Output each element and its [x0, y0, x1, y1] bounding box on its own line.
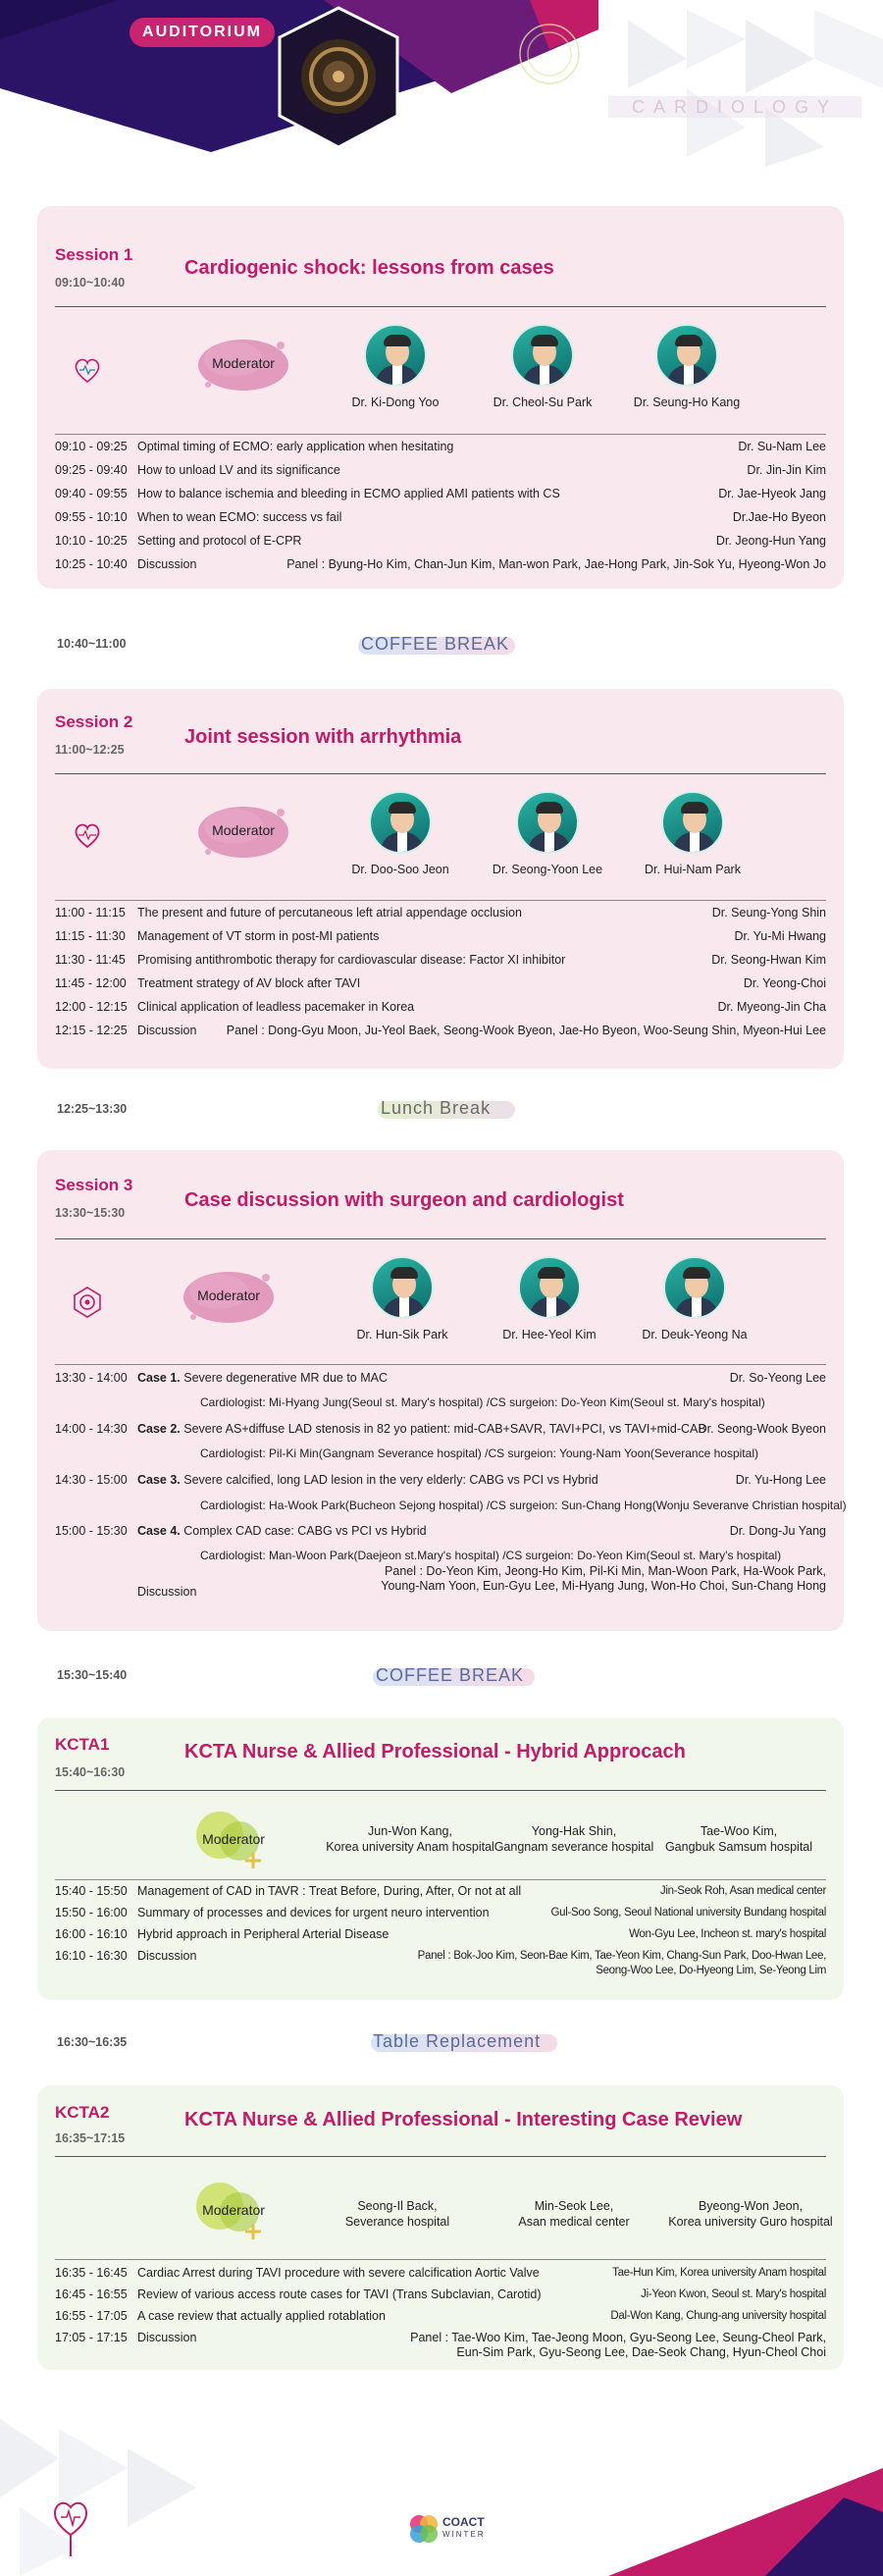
chair-person [317, 1823, 503, 1855]
talk-time: 14:30 - 15:00 [55, 1473, 128, 1487]
divider [55, 1879, 826, 1880]
talk-time: 13:30 - 14:00 [55, 1371, 128, 1385]
chair-org: Gangbuk Samsum hospital [664, 1840, 813, 1854]
case-row [55, 1470, 826, 1490]
chair-name: Seong-Il Back, [357, 2199, 438, 2213]
case-label: Case 3. [137, 1473, 181, 1487]
talk-title: Setting and protocol of E-CPR [137, 534, 302, 548]
chair-person [327, 791, 474, 876]
case-discussants: Cardiologist: Mi-Hyang Jung(Seoul st. Mary's hospital) /CS surgeion: Do-Yeon Kim(Seoul st. Mary's hospital) [200, 1395, 765, 1409]
talk-title: Treatment strategy of AV block after TAVI [137, 976, 361, 990]
moderator-badge [184, 2179, 283, 2241]
break-time: 12:25~13:30 [57, 1102, 128, 1116]
panel-line: Panel : Tae-Woo Kim, Tae-Jeong Moon, Gyu-Seong Lee, Seung-Cheol Park, [410, 2331, 826, 2344]
chair-org: Gangnam severance hospital [493, 1840, 654, 1854]
session-3-card [37, 1150, 847, 1631]
logo-sub: WINTER [442, 2530, 486, 2539]
talk-time: 12:00 - 12:15 [55, 1000, 128, 1014]
avatar [369, 791, 432, 854]
case-row [55, 1419, 826, 1439]
session-1-card [37, 206, 844, 589]
talk-title: Promising antithrombotic therapy for cardiovascular disease: Factor XI inhibitor [137, 953, 566, 967]
talk-row [55, 903, 826, 922]
talk-title: Optimal timing of ECMO: early application when hesitating [137, 440, 454, 453]
chair-name: Dr. Ki-Dong Yoo [351, 395, 440, 409]
emblem-icon [71, 1286, 104, 1319]
session-id: KCTA2 [55, 2103, 110, 2122]
divider [55, 1790, 826, 1791]
talk-title: Management of VT storm in post-MI patients [137, 929, 380, 943]
talk-row [55, 1924, 826, 1944]
talk-time: 10:25 - 10:40 [55, 557, 128, 571]
talk-time: 16:00 - 16:10 [55, 1927, 128, 1941]
chair-person [304, 2198, 491, 2230]
chair-name: Dr. Hun-Sik Park [356, 1328, 448, 1341]
moderator-label: Moderator [212, 822, 275, 838]
session-id: Session 1 [55, 245, 133, 264]
avatar [661, 791, 724, 854]
talk-speaker: Dr. Jeong-Hun Yang [715, 534, 826, 548]
case-label: Case 4. [137, 1524, 181, 1538]
talk-time: 09:55 - 10:10 [55, 510, 128, 524]
talk-title: How to balance ischemia and bleeding in ECMO applied AMI patients with CS [137, 487, 560, 500]
talk-row [55, 531, 826, 551]
talk-title: Review of various access route cases for TAVI (Trans Subclavian, Carotid) [137, 2287, 542, 2301]
session-id: Session 3 [55, 1176, 133, 1194]
chair-person [613, 324, 760, 409]
talk-time: 16:10 - 16:30 [55, 1949, 128, 1963]
talk-title: A case review that actually applied rotablation [137, 2309, 386, 2323]
talk-time: 12:15 - 12:25 [55, 1024, 128, 1037]
break-label: COFFEE BREAK [361, 634, 510, 654]
kcta-1-card [37, 1717, 844, 2000]
coact-logo [407, 2510, 495, 2550]
divider [55, 2156, 826, 2157]
chair-name: Dr. Cheol-Su Park [493, 395, 593, 409]
talk-row [55, 554, 826, 574]
talk-speaker: Dr. Jin-Jin Kim [747, 463, 826, 477]
talk-speaker: Dr. Yu-Mi Hwang [734, 929, 826, 943]
talk-speaker: Tae-Hun Kim, Korea university Anam hospital [612, 2267, 826, 2279]
talk-speaker: Dr.Jae-Ho Byeon [732, 510, 826, 524]
moderator-badge [194, 332, 292, 394]
talk-row [55, 2263, 826, 2283]
talk-row [55, 1881, 826, 1901]
chair-name: Min-Seok Lee, [534, 2199, 614, 2213]
talk-title: Clinical application of leadless pacemaker in Korea [137, 1000, 415, 1014]
heart-icon [71, 353, 104, 387]
chair-name: Yong-Hak Shin, [531, 1824, 617, 1838]
moderator-badge [194, 799, 292, 862]
moderator-badge [184, 1808, 283, 1870]
chair-name: Dr. Seung-Ho Kang [633, 395, 741, 409]
panel-line: Panel : Do-Yeon Kim, Jeong-Ho Kim, Pil-Ki Min, Man-Woon Park, Ha-Wook Park, [385, 1564, 826, 1578]
avatar [518, 1256, 581, 1319]
logo-main: COACT [442, 2515, 485, 2529]
session-title: Cardiogenic shock: lessons from cases [184, 257, 554, 279]
moderator-label: Moderator [202, 2202, 265, 2218]
talk-speaker: Gul-Soo Song, Seoul National university Bundang hospital [550, 1907, 826, 1919]
talk-title: The present and future of percutaneous left atrial appendage occlusion [137, 906, 522, 920]
talk-title: Hybrid approach in Peripheral Arterial Disease [137, 1927, 390, 1941]
talk-time: 14:00 - 14:30 [55, 1422, 128, 1436]
chair-person [481, 1823, 667, 1855]
talk-title: When to wean ECMO: success vs fail [137, 510, 342, 524]
talk-row [55, 1021, 826, 1040]
talk-time: 11:30 - 11:45 [55, 953, 126, 967]
case-label: Case 2. [137, 1422, 181, 1436]
avatar [516, 791, 579, 854]
talk-title: Discussion [137, 1024, 197, 1037]
talk-speaker: Jin-Seok Roh, Asan medical center [659, 1885, 826, 1897]
moderator-label: Moderator [197, 1288, 260, 1303]
talk-speaker: Dr. Seung-Yong Shin [711, 906, 826, 920]
panel-list [410, 2331, 826, 2360]
session-title: KCTA Nurse & Allied Professional - Hybrid Approcach [184, 1741, 686, 1762]
chair-org: Korea university Guro hospital [668, 2215, 833, 2229]
avatar [655, 324, 718, 387]
session-time: 13:30~15:30 [55, 1206, 126, 1220]
talk-speaker: Dr. Yu-Hong Lee [735, 1473, 826, 1487]
coact-logo-icon [407, 2512, 441, 2546]
divider [55, 434, 826, 435]
panel-line: Young-Nam Yoon, Eun-Gyu Lee, Mi-Hyang Jung, Won-Ho Choi, Sun-Chang Hong [381, 1579, 826, 1593]
panel-line: Seong-Woo Lee, Do-Hyeong Lim, Se-Yeong Lim [596, 1965, 826, 1976]
chair-person [329, 1256, 476, 1341]
case-label: Case 1. [137, 1371, 181, 1385]
talk-row [55, 460, 826, 480]
talk-row [55, 1903, 826, 1922]
moderator-badge [180, 1264, 278, 1327]
chair-name: Dr. Hee-Yeol Kim [502, 1328, 597, 1341]
session-title: Joint session with arrhythmia [184, 726, 462, 748]
case-discussants: Cardiologist: Ha-Wook Park(Bucheon Sejong hospital) /CS surgeion: Sun-Chang Hong(Wonju Severanve Christian hospital) [200, 1498, 847, 1512]
chair-person [621, 1256, 768, 1341]
chair-name: Dr. Doo-Soo Jeon [351, 863, 449, 876]
talk-speaker: Dr. Seong-Wook Byeon [698, 1422, 826, 1436]
talk-row [55, 2306, 826, 2326]
session-id: Session 2 [55, 712, 133, 731]
divider [55, 773, 826, 774]
talk-row [55, 973, 826, 993]
talk-time: 17:05 - 17:15 [55, 2331, 128, 2344]
panel-line: Eun-Sim Park, Gyu-Seong Lee, Dae-Seok Chang, Hyun-Cheol Choi [456, 2345, 826, 2359]
talk-title: Severe calcified, long LAD lesion in the very elderly: CABG vs PCI vs Hybrid [183, 1473, 598, 1487]
talk-time: 16:45 - 16:55 [55, 2287, 128, 2301]
talk-time: 15:00 - 15:30 [55, 1524, 128, 1538]
talk-time: 09:25 - 09:40 [55, 463, 128, 477]
talk-row [55, 507, 826, 527]
talk-title: Severe degenerative MR due to MAC [183, 1371, 389, 1385]
chair-person [476, 1256, 623, 1341]
avatar [511, 324, 574, 387]
talk-time: 16:55 - 17:05 [55, 2309, 128, 2323]
panel-list [418, 1949, 826, 1978]
break-label: Table Replacement [373, 2031, 542, 2051]
talk-title: Management of CAD in TAVR : Treat Before, During, After, Or not at all [137, 1884, 522, 1898]
divider [55, 900, 826, 901]
talk-time: 16:35 - 16:45 [55, 2266, 128, 2280]
chair-name: Tae-Woo Kim, [700, 1824, 778, 1838]
chair-name: Byeong-Won Jeon, [698, 2199, 804, 2213]
case-row [55, 1521, 826, 1541]
talk-speaker: Won-Gyu Lee, Incheon st. mary's hospital [629, 1928, 826, 1940]
talk-time: 11:45 - 12:00 [55, 976, 127, 990]
chair-org: Asan medical center [518, 2215, 630, 2229]
talk-title: Severe AS+diffuse LAD stenosis in 82 yo patient: mid-CAB+SAVR, TAVI+PCI, vs TAVI+mid-CAB [183, 1422, 706, 1436]
avatar [371, 1256, 434, 1319]
break-time: 16:30~16:35 [57, 2035, 128, 2049]
talk-speaker: Dr. Seong-Hwan Kim [711, 953, 826, 967]
case-discussants: Cardiologist: Pil-Ki Min(Gangnam Severance hospital) /CS surgeion: Young-Nam Yoon(Severance hospital) [200, 1446, 758, 1460]
talk-speaker: Dr. Dong-Ju Yang [729, 1524, 826, 1538]
break-label: Lunch Break [381, 1098, 492, 1118]
talk-row [55, 2285, 826, 2304]
talk-speaker: Dal-Won Kang, Chung-ang university hospital [610, 2310, 826, 2322]
session-title: KCTA Nurse & Allied Professional - Interesting Case Review [184, 2109, 743, 2130]
talk-row [55, 997, 826, 1017]
chair-person [322, 324, 469, 409]
panel-list: Panel : Byung-Ho Kim, Chan-Jun Kim, Man-won Park, Jae-Hong Park, Jin-Sok Yu, Hyeong-Won Jo [286, 557, 826, 571]
chair-person [619, 791, 766, 876]
avatar [663, 1256, 726, 1319]
avatar [364, 324, 427, 387]
chair-name: Jun-Won Kang, [368, 1824, 452, 1838]
talk-title: Discussion [137, 1949, 197, 1963]
talk-time: 11:00 - 11:15 [55, 906, 126, 920]
case-row [55, 1368, 826, 1388]
talk-time: 10:10 - 10:25 [55, 534, 128, 548]
chair-name: Dr. Seong-Yoon Lee [492, 863, 603, 876]
break-time: 15:30~15:40 [57, 1668, 128, 1682]
break-time: 10:40~11:00 [57, 637, 127, 651]
header-banner [0, 0, 883, 172]
talk-speaker: Dr. Yeong-Choi [743, 976, 826, 990]
panel-line: Panel : Bok-Joo Kim, Seon-Bae Kim, Tae-Yeon Kim, Chang-Sun Park, Doo-Hwan Lee, [417, 1950, 826, 1962]
session-2-card [37, 689, 844, 1069]
divider [55, 306, 826, 307]
talk-time: 09:10 - 09:25 [55, 440, 128, 453]
panel-list: Panel : Dong-Gyu Moon, Ju-Yeol Baek, Seong-Wook Byeon, Jae-Ho Byeon, Woo-Seung Shin, Myeon-Hui Lee [226, 1024, 826, 1037]
chair-org: Severance hospital [344, 2215, 450, 2229]
chair-person [481, 2198, 667, 2230]
chair-name: Dr. Deuk-Yeong Na [642, 1328, 748, 1341]
talk-row [55, 950, 826, 970]
chair-name: Dr. Hui-Nam Park [645, 863, 741, 876]
talk-row [55, 484, 826, 503]
talk-row [55, 437, 826, 456]
case-discussants: Cardiologist: Man-Woon Park(Daejeon st.Mary's hospital) /CS surgeion: Do-Yeon Kim(Seoul st. Mary's hospital) [200, 1549, 782, 1562]
divider [55, 1364, 826, 1365]
talk-time: 15:40 - 15:50 [55, 1884, 128, 1898]
heart-icon [71, 818, 104, 852]
talk-speaker: Dr. Myeong-Jin Cha [717, 1000, 826, 1014]
talk-speaker: Dr. Su-Nam Lee [738, 440, 826, 453]
chair-person [469, 324, 616, 409]
session-time: 16:35~17:15 [55, 2131, 126, 2145]
divider [55, 2259, 826, 2260]
chair-person [657, 2198, 844, 2230]
talk-speaker: Dr. So-Yeong Lee [729, 1371, 826, 1385]
talk-title: How to unload LV and its significance [137, 463, 340, 477]
discussion-label: Discussion [137, 1585, 197, 1599]
talk-time: 15:50 - 16:00 [55, 1906, 128, 1919]
session-time: 11:00~12:25 [55, 743, 125, 757]
break-label: COFFEE BREAK [376, 1665, 525, 1685]
moderator-label: Moderator [212, 355, 275, 371]
chair-person [474, 791, 621, 876]
talk-time: 11:15 - 11:30 [55, 929, 126, 943]
talk-title: Discussion [137, 2331, 197, 2344]
chair-person [646, 1823, 832, 1855]
kcta-2-card [37, 2085, 844, 2370]
auditorium-badge: AUDITORIUM [130, 18, 275, 47]
divider [55, 1238, 826, 1239]
panel-list [381, 1564, 826, 1594]
track-label: CARDIOLOGY [608, 96, 861, 118]
talk-speaker: Dr. Jae-Hyeok Jang [718, 487, 826, 500]
talk-title: Discussion [137, 557, 197, 571]
talk-title: Cardiac Arrest during TAVI procedure with severe calcification Aortic Valve [137, 2266, 540, 2280]
chair-org: Korea university Anam hospital [326, 1840, 494, 1854]
moderator-label: Moderator [202, 1831, 265, 1847]
talk-title: Summary of processes and devices for urgent neuro intervention [137, 1906, 490, 1919]
talk-row [55, 926, 826, 946]
talk-time: 09:40 - 09:55 [55, 487, 128, 500]
session-title: Case discussion with surgeon and cardiologist [184, 1189, 624, 1211]
talk-title: Complex CAD case: CABG vs PCI vs Hybrid [183, 1524, 427, 1538]
session-time: 09:10~10:40 [55, 276, 126, 289]
talk-speaker: Ji-Yeon Kwon, Seoul st. Mary's hospital [641, 2288, 826, 2300]
session-time: 15:40~16:30 [55, 1765, 126, 1779]
session-id: KCTA1 [55, 1735, 110, 1754]
